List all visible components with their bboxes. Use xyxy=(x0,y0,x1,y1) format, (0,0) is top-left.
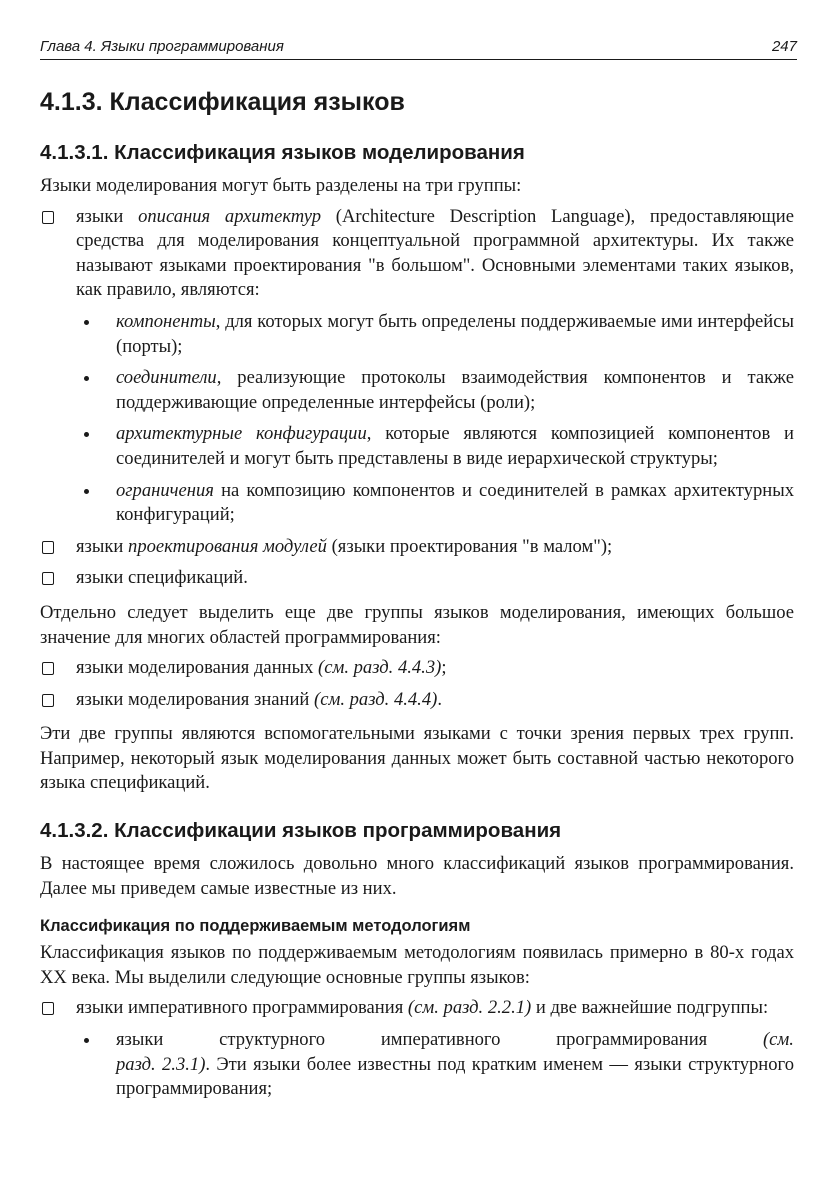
bullet-icon xyxy=(84,320,89,325)
bullet-icon xyxy=(84,432,89,437)
list-item: языки спецификаций. xyxy=(40,566,794,591)
modeling-intro: Языки моделирования могут быть разделены на три группы: xyxy=(40,175,522,196)
square-bullet-icon xyxy=(42,541,54,554)
bullet-icon xyxy=(84,376,89,381)
paragraph: Классификация языков по поддерживаемым методологиям появилась примерно в 80-х годах XX века. Мы выделили следующие основные группы языков: xyxy=(40,942,794,988)
list-item: компоненты, для которых могут быть определены поддерживаемые ими интерфейсы (порты); xyxy=(40,310,794,359)
chapter-title: Глава 4. Языки программирования xyxy=(40,38,284,55)
list-item: языки описания архитектур (Architecture Description Language), предоставляющие средства для моделирования концептуальной программной архитектуры. Их также называют языками проектирования "в большом". Основными элементами таких языков, как правило, являются: xyxy=(40,205,794,303)
section-heading: 4.1.3. Классификация языков xyxy=(40,88,405,116)
bullet-icon xyxy=(84,489,89,494)
justified-line: языки структурного императивного программирования (см. xyxy=(116,1029,794,1051)
running-header xyxy=(40,36,797,60)
subheading: Классификация по поддерживаемым методологиям xyxy=(40,917,471,936)
paragraph: В настоящее время сложилось довольно много классификаций языков программирования. Далее мы приведем самые известные из них. xyxy=(40,853,794,899)
list-item: языки императивного программирования (см. разд. 2.2.1) и две важнейшие подгруппы: xyxy=(40,996,794,1021)
list-item: языки моделирования знаний (см. разд. 4.4.4). xyxy=(40,688,794,713)
page-number: 247 xyxy=(771,38,797,55)
page-content xyxy=(40,84,794,1109)
list-item: соединители, реализующие протоколы взаимодействия компонентов и также поддерживающие определенные интерфейсы (роли); xyxy=(40,366,794,415)
list-item: архитектурные конфигурации, которые являются композицией компонентов и соединителей и могут быть представлены в виде иерархической структуры; xyxy=(40,422,794,471)
list-item xyxy=(40,1028,794,1102)
square-bullet-icon xyxy=(42,694,54,707)
square-bullet-icon xyxy=(42,572,54,585)
paragraph: Эти две группы являются вспомогательными языками с точки зрения первых трех групп. Например, некоторый язык моделирования данных может быть составной частью некоторого языка спецификаций. xyxy=(40,723,794,794)
square-bullet-icon xyxy=(42,1002,54,1015)
bullet-icon xyxy=(84,1038,89,1043)
list-item: языки проектирования модулей (языки проектирования "в малом"); xyxy=(40,535,794,560)
bullet-continuation: разд. 2.3.1). Эти языки более известны под кратким именем — языки структурного программирования; xyxy=(116,1053,795,1100)
square-bullet-icon xyxy=(42,211,54,224)
header-rule xyxy=(40,59,797,60)
list-item: языки моделирования данных (см. разд. 4.4.3); xyxy=(40,656,794,681)
list-item: ограничения на композицию компонентов и соединителей в рамках архитектурных конфигураций; xyxy=(40,479,794,528)
modeling-heading: 4.1.3.1. Классификация языков моделирования xyxy=(40,141,525,164)
square-bullet-icon xyxy=(42,662,54,675)
programming-heading: 4.1.3.2. Классификации языков программирования xyxy=(40,819,562,843)
paragraph: Отдельно следует выделить еще две группы языков моделирования, имеющих большое значение для многих областей программирования: xyxy=(40,601,794,648)
